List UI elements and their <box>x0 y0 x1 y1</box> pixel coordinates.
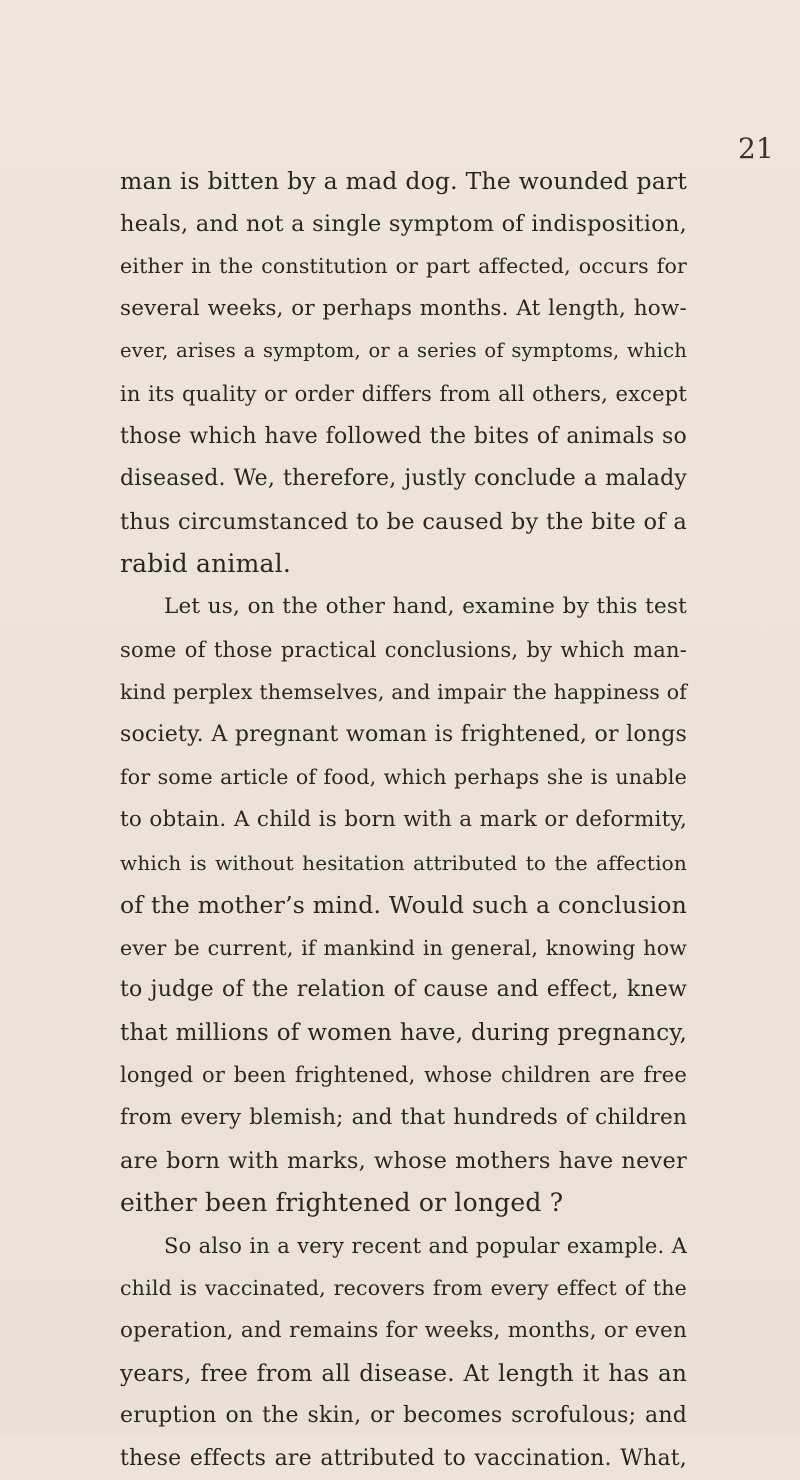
text-line: kind perplex themselves, and impair the happiness of <box>120 680 688 705</box>
text-line: either in the constitution or part affected, occurs for <box>120 254 687 279</box>
text-line: heals, and not a single symptom of indisposition, <box>120 210 687 237</box>
text-line: society. A pregnant woman is frightened, or longs <box>120 721 687 747</box>
text-line: to judge of the relation of cause and effect, knew <box>120 977 687 1003</box>
paragraph-2 <box>120 586 687 1225</box>
text-line: eruption on the skin, or becomes scrofulous; and <box>120 1403 687 1429</box>
text-line: that millions of women have, during pregnancy, <box>120 1019 687 1046</box>
body-text <box>120 160 687 1480</box>
text-line: So also in a very recent and popular example. A <box>164 1233 687 1258</box>
text-line: longed or been frightened, whose children are free <box>120 1063 687 1088</box>
text-line: to obtain. A child is born with a mark or deformity, <box>120 806 687 832</box>
text-line: thus circumstanced to be caused by the bite of a <box>120 508 687 535</box>
text-line: which is without hesitation attributed to the affection <box>120 850 687 875</box>
text-line: are born with marks, whose mothers have never <box>120 1147 687 1174</box>
text-line: ever be current, if mankind in general, knowing how <box>120 935 687 960</box>
text-line: these effects are attributed to vaccination. What, <box>120 1445 687 1471</box>
text-line: in its quality or order differs from all others, except <box>120 381 687 406</box>
paragraph-3 <box>120 1225 687 1480</box>
text-line: some of those practical conclusions, by which man- <box>120 637 687 662</box>
text-line: child is vaccinated, recovers from every effect of the <box>120 1276 687 1301</box>
paragraph-1 <box>120 160 687 586</box>
text-line: Let us, on the other hand, examine by this test <box>164 593 687 619</box>
page-number: 21 <box>738 132 774 165</box>
text-line: several weeks, or perhaps months. At length, how- <box>120 295 687 321</box>
text-line: man is bitten by a mad dog. The wounded part <box>120 167 687 195</box>
text-line: ever, arises a symptom, or a series of symptoms, which <box>120 339 687 363</box>
text-line: either been frightened or longed ? <box>120 1188 564 1218</box>
text-line: rabid animal. <box>120 549 291 579</box>
text-line: for some article of food, which perhaps she is unable <box>120 765 687 790</box>
text-line: from every blemish; and that hundreds of children <box>120 1105 687 1131</box>
text-line: of the mother’s mind. Would such a conclusion <box>120 891 687 920</box>
text-line: years, free from all disease. At length it has an <box>120 1360 687 1387</box>
text-line: those which have followed the bites of animals so <box>120 423 687 449</box>
text-line: operation, and remains for weeks, months, or even <box>120 1318 687 1344</box>
text-line: diseased. We, therefore, justly conclude a malady <box>120 466 687 492</box>
